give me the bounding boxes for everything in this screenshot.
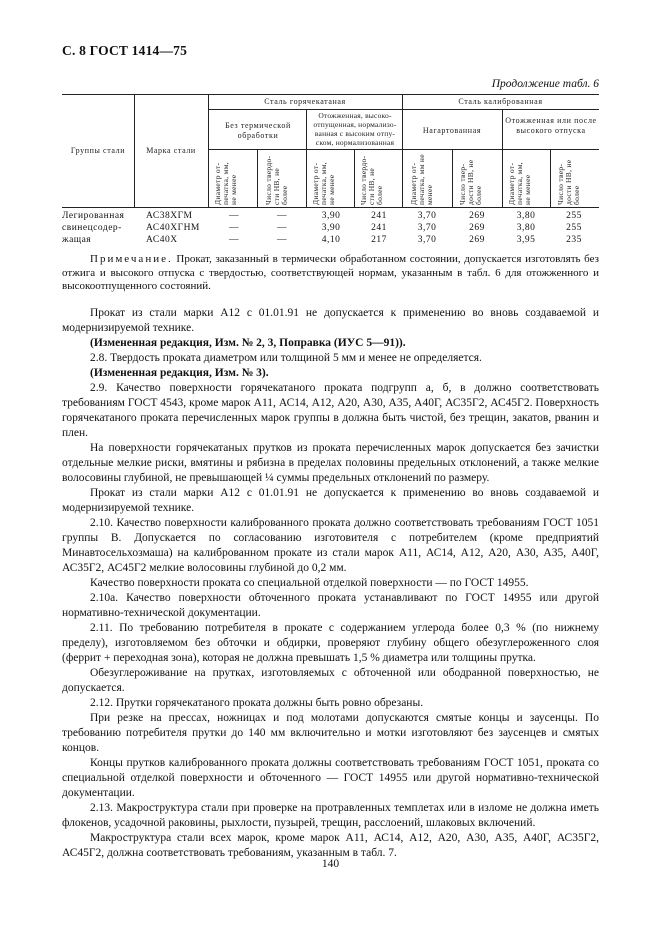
paragraph: Макроструктура стали всех марок, кроме марок А11, АС14, А12, А20, А30, А35, А40Г, АС35Г2, АС45Г2, должна соответствовать требованиям, указанным в табл. 7. (62, 832, 599, 859)
paragraph: 2.8. Твердость проката диаметром или толщиной 5 мм и менее не определяется. (90, 352, 482, 364)
paragraph: Прокат из стали марки А12 с 01.01.91 не допускается к применению во вновь создаваемой и модернизируемой технике. (62, 487, 599, 514)
sub-diam-1: Диаметр от-печатка, мм, не менее (213, 162, 238, 205)
sub-diam-3: Диаметр от-печатка, мм не менее (409, 154, 434, 205)
body-text (62, 306, 599, 861)
page-number: 140 (321, 858, 340, 870)
paragraph: При резке на прессах, ножницах и под молотами допускаются смятые концы и заусенцы. По требованию потребителя прутки до 140 мм включительно и мотки изготовляют без заусенцев и смятых концов. (62, 712, 599, 754)
sub-diam-2: Диаметр от-печатка, мм, не менее (311, 162, 336, 205)
paragraph: 2.12. Прутки горячекатаного проката должны быть ровно обрезаны. (90, 697, 424, 709)
sub-hb-1: Число твердо-сти НВ, не более (264, 155, 289, 205)
sub-diam-4: Диаметр от-печатка, мм, не менее (507, 162, 532, 205)
paragraph: 2.9. Качество поверхности горячекатаного проката подгрупп а, б, в должно соответствовать требованиям ГОСТ 4543, кроме марок А11, АС14, А12, А20, А30, А35, А40Г, АС35Г2, АС45Г2. Поверхность горячекатаного проката перечисленных марок группы в должна быть чистой, без трещин, закатов, рванин и плен. (62, 382, 599, 439)
paragraph: 2.11. По требованию потребителя в прокате с содержанием углерода более 0,3 % (по нижнему пределу), изготовляемом без обточки и обдирки, проверяют глубину общего обезуглероженного слоя (феррит + переходная зона), которая не должна превышать 1,5 % диаметра или толщины прутка. (62, 622, 599, 664)
table-note (62, 253, 599, 294)
page-header: С. 8 ГОСТ 1414—75 (62, 43, 188, 58)
hot-rolled-header: Сталь горячекатаная (264, 97, 346, 106)
paragraph: Качество поверхности проката со специальной отделкой поверхности — по ГОСТ 14955. (90, 577, 529, 589)
paragraph: 2.10. Качество поверхности калиброванного проката должно соответствовать требованиям ГОСТ 1051 группы В. Допускается по согласованию изготовителя с потребителем (кроме предприятий Минавтосельхозмаша) на калиброванном прокате из стали марок А11, АС14, А12, А20, А30, А35, А40Г, АС35Г2, АС45Г2 мелкие волосовины глубиной до 0,2 мм. (62, 517, 599, 574)
note-label: Примечание. (90, 253, 173, 265)
group-label-1: Легированная (62, 211, 125, 221)
note-text: Прокат, заказанный в термически обработанном состоянии, допускается изготовлять без отжига и высокого отпуска с твердостью, соответствующей нормам, указанным в табл. 6 для отожженного и высокоотпущенного состояний. (62, 253, 599, 292)
annealed-header: Отожженная, высоко-отпущенная, нормализо-ванная с высоким отпу-ском, нормализованная (313, 111, 397, 147)
cold-worked-header: Нагартованная (422, 126, 482, 135)
paragraph: Обезуглероживание на прутках, изготовляемых с обточенной или ободранной поверхностью, не допускается. (62, 667, 599, 694)
paragraph: На поверхности горячекатаных прутков из проката перечисленных марок допускается без зачистки отдельные мелкие риски, вмятины и рябизна в пределах половины предельных отклонений, а также мелкие волосовины глубиной, не превышающей ¼ суммы предельных отклонений по размеру. (62, 442, 599, 484)
paragraph: 2.10а. Качество поверхности обточенного проката устанавливают по ГОСТ 14955 или другой нормативно-технической документации. (62, 592, 599, 619)
sub-hb-2: Число твердо-сти НВ, не более (359, 155, 384, 205)
amendment-note: (Измененная редакция, Изм. № 2, 3, Поправка (ИУС 5—91)). (90, 337, 406, 349)
paragraph: Концы прутков калиброванного проката должны соответствовать требованиям ГОСТ 1051, проката со специальной отделкой поверхности и обточенного — ГОСТ 14955 или другой нормативно-технической документации. (62, 757, 599, 799)
group-label-2: свинецсодер- (62, 223, 122, 233)
paragraph: Прокат из стали марки А12 с 01.01.91 не допускается к применению во вновь создаваемой и модернизируемой технике. (62, 307, 599, 334)
sub-hb-3: Число твер-дости НВ, не более (458, 159, 483, 205)
sub-hb-4: Число твер-дости НВ, не более (556, 159, 581, 205)
hardness-table: Группы стали Марка стали Сталь горячекатаная Сталь калиброванная Без термической обработки Отожженная, высоко-отпущенная, нормализо-ванная с высоким отпу-ском, нормализованная Нагартованная Отожженная или после высокого отпуска Диаметр от-печатка, мм, не менее Число твердо-сти НВ, не более Диаметр от-печатка, мм, не менее Число твердо-сти НВ, не более Диаметр от-печатка, мм не менее Число твер-дости НВ, не более Диаметр от-печатка, мм, не менее Число твер-дости НВ, не более Легированная свинецсодер- жащая АС38ХГМ — — 3,90 241 3,70 269 3,80 255 АС40ХГНМ — — 3,90 241 3,70 269 3,80 255 АС40Х — — 4,10 217 3,70 269 3,95 235 (62, 94, 599, 249)
paragraph: 2.13. Макроструктура стали при проверке на протравленных темплетах или в изломе не должна иметь флокенов, усадочной раковины, рыхлости, пузырей, трещин, расслоений, шлаковых включений. (62, 802, 599, 829)
annealed-calibrated-header: Отожженная или после высокого отпуска (505, 116, 597, 135)
col-groups-header: Группы стали (70, 146, 126, 155)
no-heat-treatment-header: Без термической обработки (225, 121, 291, 140)
group-label-3: жащая (62, 235, 92, 245)
col-grade-header: Марка стали (146, 146, 196, 155)
calibrated-header: Сталь калиброванная (458, 97, 543, 106)
amendment-note: (Измененная редакция, Изм. № 3). (90, 367, 269, 379)
table-continuation-label: Продолжение табл. 6 (491, 78, 599, 90)
